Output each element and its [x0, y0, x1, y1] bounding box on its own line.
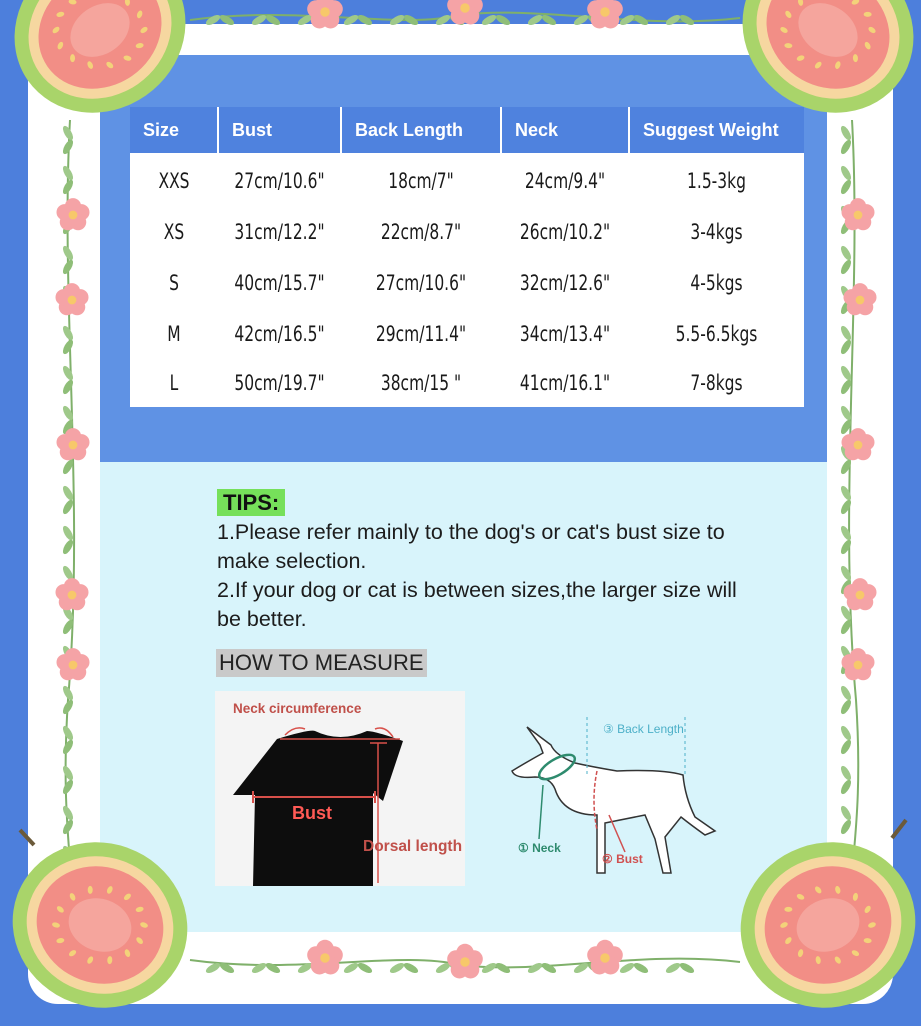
cell-size: M	[167, 322, 181, 347]
dog-bust-label: ② Bust	[602, 852, 643, 866]
cell-weight: 5.5-6.5kgs	[675, 322, 758, 347]
cell-neck: 41cm/16.1"	[519, 371, 611, 396]
dog-measure-illustration	[505, 705, 725, 885]
size-chart-table	[130, 107, 804, 407]
dog-neck-label: ① Neck	[518, 841, 561, 855]
shirt-measure-illustration	[215, 691, 465, 886]
col-header-back-length: Back Length	[341, 107, 501, 154]
cell-back-length: 29cm/11.4"	[375, 322, 467, 347]
table-row	[130, 154, 804, 206]
table-row	[130, 309, 804, 360]
cell-bust: 50cm/19.7"	[234, 371, 325, 396]
cell-bust: 42cm/16.5"	[234, 322, 325, 347]
col-header-size: Size	[130, 107, 218, 154]
col-header-suggest-weight: Suggest Weight	[629, 107, 804, 154]
cell-weight: 4-5kgs	[690, 271, 743, 296]
cell-size: XXS	[158, 168, 190, 193]
back-length-label: ③ Back Length	[603, 722, 684, 736]
cell-back-length: 38cm/15 "	[380, 371, 462, 396]
cell-weight: 1.5-3kg	[687, 168, 746, 193]
cell-size: L	[169, 371, 179, 396]
cell-bust: 40cm/15.7"	[234, 271, 325, 296]
table-row	[130, 360, 804, 407]
cell-size: S	[169, 271, 179, 296]
table-row	[130, 257, 804, 308]
shirt-icon	[215, 691, 465, 886]
cell-bust: 31cm/12.2"	[234, 219, 325, 244]
cell-size: XS	[163, 219, 185, 244]
col-header-neck: Neck	[501, 107, 629, 154]
table-row	[130, 206, 804, 257]
tip-2: 2.If your dog or cat is between sizes,the larger size will be better.	[217, 578, 737, 631]
tips-label: TIPS:	[217, 489, 285, 516]
cell-back-length: 27cm/10.6"	[375, 271, 467, 296]
cell-neck: 26cm/10.2"	[519, 219, 611, 244]
cell-weight: 3-4kgs	[690, 219, 743, 244]
cell-back-length: 22cm/8.7"	[380, 219, 462, 244]
dorsal-length-label: Dorsal length	[363, 838, 463, 855]
cell-neck: 34cm/13.4"	[519, 322, 611, 347]
cell-neck: 24cm/9.4"	[524, 168, 606, 193]
how-to-measure-heading: HOW TO MEASURE	[216, 649, 427, 677]
cell-back-length: 18cm/7"	[388, 168, 454, 193]
tip-1: 1.Please refer mainly to the dog's or cat's bust size to make selection.	[217, 520, 725, 573]
col-header-bust: Bust	[218, 107, 341, 154]
cell-bust: 27cm/10.6"	[234, 168, 325, 193]
cell-weight: 7-8kgs	[690, 371, 743, 396]
neck-circumference-label: Neck circumference	[233, 701, 362, 716]
cell-neck: 32cm/12.6"	[519, 271, 611, 296]
tips-text	[217, 518, 757, 634]
table-header-row	[130, 107, 804, 154]
bust-label: Bust	[292, 803, 332, 823]
